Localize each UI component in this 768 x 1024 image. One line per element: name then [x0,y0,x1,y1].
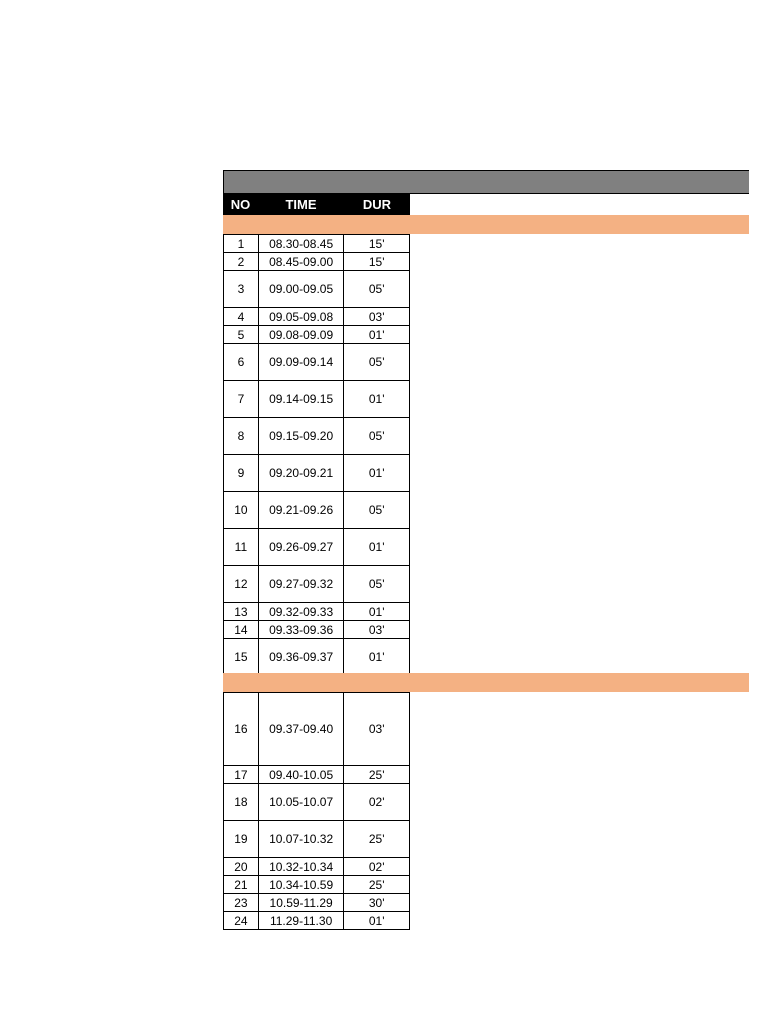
row-dur: 01' [344,603,410,621]
row-time: 10.32-10.34 [258,858,344,876]
header-row [223,194,410,215]
table-row [224,529,410,566]
row-time: 09.26-09.27 [258,529,344,566]
row-no: 10 [224,492,259,529]
row-no: 14 [224,621,259,639]
table-row [224,784,410,821]
row-no: 18 [224,784,259,821]
row-no: 13 [224,603,259,621]
row-time: 11.29-11.30 [258,912,344,930]
row-no: 11 [224,529,259,566]
row-dur: 03' [344,621,410,639]
row-no: 17 [224,766,259,784]
table-row [224,235,410,253]
row-time: 09.36-09.37 [258,639,344,676]
row-dur: 25' [344,876,410,894]
row-time: 10.34-10.59 [258,876,344,894]
row-dur: 01' [344,381,410,418]
table-row [224,344,410,381]
row-time: 09.37-09.40 [258,693,344,766]
row-time: 09.14-09.15 [258,381,344,418]
row-time: 09.40-10.05 [258,766,344,784]
row-dur: 01' [344,326,410,344]
section-band-2 [223,673,749,692]
row-dur: 05' [344,344,410,381]
row-dur: 02' [344,784,410,821]
row-dur: 05' [344,492,410,529]
row-time: 09.09-09.14 [258,344,344,381]
row-time: 10.07-10.32 [258,821,344,858]
row-dur: 01' [344,639,410,676]
row-no: 24 [224,912,259,930]
table-row [224,894,410,912]
row-no: 21 [224,876,259,894]
row-dur: 03' [344,693,410,766]
row-time: 08.30-08.45 [258,235,344,253]
row-no: 2 [224,253,259,271]
row-dur: 02' [344,858,410,876]
row-no: 5 [224,326,259,344]
row-no: 1 [224,235,259,253]
row-time: 09.32-09.33 [258,603,344,621]
row-no: 9 [224,455,259,492]
row-dur: 03' [344,308,410,326]
row-time: 08.45-09.00 [258,253,344,271]
row-time: 09.27-09.32 [258,566,344,603]
table-row [224,858,410,876]
row-dur: 30' [344,894,410,912]
row-no: 8 [224,418,259,455]
row-time: 09.21-09.26 [258,492,344,529]
table-row [224,912,410,930]
schedule-table-2 [223,692,410,930]
row-dur: 15' [344,235,410,253]
row-dur: 05' [344,566,410,603]
row-no: 7 [224,381,259,418]
header-dur: DUR [362,197,392,212]
table-row [224,455,410,492]
row-no: 23 [224,894,259,912]
table-row [224,271,410,308]
header-time: TIME [285,197,317,212]
table-row [224,821,410,858]
row-time: 10.59-11.29 [258,894,344,912]
schedule-table-1 [223,234,410,676]
row-dur: 05' [344,271,410,308]
table-row [224,326,410,344]
row-dur: 01' [344,529,410,566]
row-dur: 25' [344,766,410,784]
title-bar [223,170,749,194]
row-no: 3 [224,271,259,308]
table-row [224,603,410,621]
table-row [224,766,410,784]
table-row [224,876,410,894]
row-time: 09.33-09.36 [258,621,344,639]
row-no: 12 [224,566,259,603]
row-time: 09.15-09.20 [258,418,344,455]
table-row [224,253,410,271]
table-row [224,418,410,455]
row-time: 09.05-09.08 [258,308,344,326]
row-dur: 01' [344,455,410,492]
table-row [224,566,410,603]
row-time: 09.08-09.09 [258,326,344,344]
row-no: 16 [224,693,259,766]
row-dur: 05' [344,418,410,455]
row-time: 09.00-09.05 [258,271,344,308]
row-dur: 01' [344,912,410,930]
row-no: 19 [224,821,259,858]
row-no: 20 [224,858,259,876]
table-row [224,693,410,766]
table-row [224,308,410,326]
table-row [224,621,410,639]
row-dur: 25' [344,821,410,858]
table-row [224,381,410,418]
row-no: 6 [224,344,259,381]
row-no: 4 [224,308,259,326]
row-time: 10.05-10.07 [258,784,344,821]
table-row [224,492,410,529]
row-time: 09.20-09.21 [258,455,344,492]
row-no: 15 [224,639,259,676]
section-band-1 [223,215,749,234]
table-row [224,639,410,676]
header-no: NO [230,197,251,212]
row-dur: 15' [344,253,410,271]
